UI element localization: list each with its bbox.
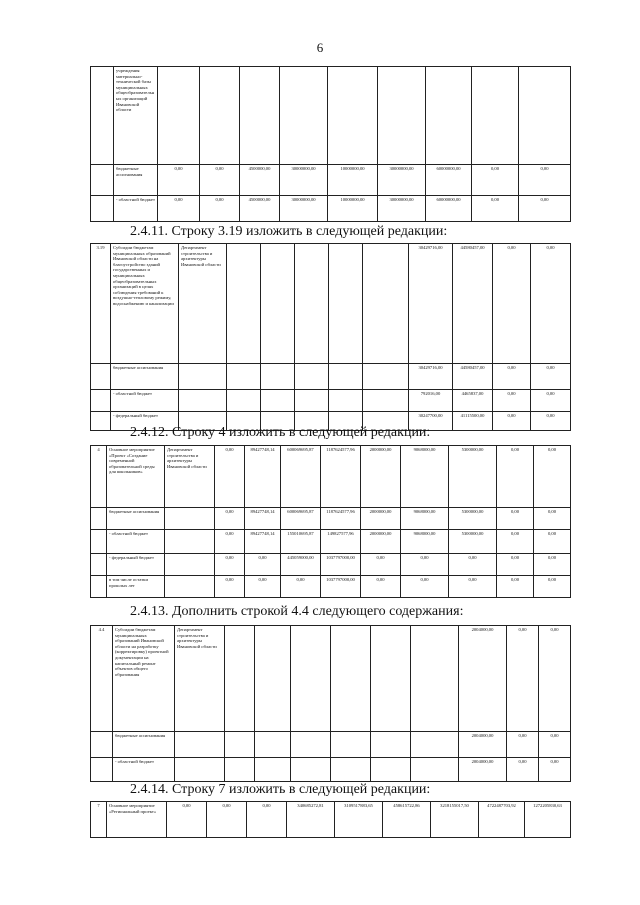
row-name: бюджетные ассигнования xyxy=(114,165,158,196)
table-row: - областной бюджет 2004000,00 0,00 0,00 xyxy=(91,758,571,782)
table-row: - федеральный бюджет 30247700,00 41115500,00 0,00 0,00 xyxy=(91,412,571,431)
row-name: - областной бюджет xyxy=(113,758,175,782)
table-row: бюджетные ассигнования 30429716,00 44580457,00 0,00 0,00 xyxy=(91,364,571,390)
row-name: бюджетные ассигнования xyxy=(107,508,165,530)
table-row: - областной бюджет 0,00 89427748,14 155010695,87 149827577,96 2000000,00 9068000,00 5300000,00 0,00 0,00 xyxy=(91,530,571,554)
row-name: - областной бюджет xyxy=(111,390,179,412)
row-name: Основное мероприятие «Проект «Создание современной образовательной среды для школьников» xyxy=(107,446,165,508)
row-name: бюджетные ассигнования xyxy=(113,732,175,758)
heading-2-4-13: 2.4.13. Дополнить строкой 4.4 следующего содержания: xyxy=(130,604,464,619)
row-name: Субсидии бюджетам муниципальных образований Ивановской области на разработку (корректировку) проектной документации на капитальный ремонт объектов общего образования xyxy=(113,626,175,732)
row-name: учреждения материально-технической базы муниципальных общеобразовательных организаций Ивановской области xyxy=(114,67,158,165)
table-row: в том числе остатки прошлых лет 0,00 0,00 0,00 1037797000,00 0,00 0,00 0,00 0,00 0,00 xyxy=(91,576,571,598)
row-name: в том числе остатки прошлых лет xyxy=(107,576,165,598)
heading-2-4-12: 2.4.12. Строку 4 изложить в следующей редакции: xyxy=(130,425,431,440)
table-row: 7 Основное мероприятие «Региональный проект» 0,00 0,00 0,00 340685272,81 3109517883,65 458615722,86 3218155017,50 4722487703,92 1272205830,63 xyxy=(91,802,571,838)
table-row: 4.4 Субсидии бюджетам муниципальных образований Ивановской области на разработку (корректировку) проектной документации на капитальный ремонт объектов общего образования Департамент строительства и архитектуры Ивановской области 2004000,00 0,00 0,00 xyxy=(91,626,571,732)
table-row: 4 Основное мероприятие «Проект «Создание современной образовательной среды для школьников» Департамент строительства и архитектуры Ивановской области 0,00 89427748,14 600069695,87 1187624577,96 2000000,00 9068000,00 5300000,00 0,00 0,00 xyxy=(91,446,571,508)
row-number: 3.19 xyxy=(91,244,111,364)
row-name: Основное мероприятие «Региональный проект» xyxy=(107,802,167,838)
row-executor: Департамент строительства и архитектуры Ивановской области xyxy=(179,244,227,364)
table-row: 3.19 Субсидии бюджетам муниципальных образований Ивановской области на благоустройство зданий государственных и муниципальных общеобразовательных организаций в целях соблюдения требований к воздушно-тепловому режиму, водоснабжению и канализации Департамент строительства и архитектуры Ивановской области 30429716,00 44580457,00 0,00 0,00 xyxy=(91,244,571,364)
row-executor: Департамент строительства и архитектуры Ивановской области xyxy=(175,626,225,732)
table-row-4 xyxy=(90,445,571,598)
table-row: - федеральный бюджет 0,00 0,00 445059000,00 1037797000,00 0,00 0,00 0,00 0,00 0,00 xyxy=(91,554,571,576)
table-row-7 xyxy=(90,801,571,838)
table-row: бюджетные ассигнования 0,00 89427748,14 600069695,87 1187624577,96 2000000,00 9068000,00 5300000,00 0,00 0,00 xyxy=(91,508,571,530)
table-row-4-4 xyxy=(90,625,571,782)
table-row: - областной бюджет 0,00 0,00 4500000,00 30000000,00 10000000,00 30000000,00 60000000,00 0,00 0,00 xyxy=(91,196,571,222)
table-row xyxy=(91,67,571,165)
row-name: - федеральный бюджет xyxy=(111,412,179,431)
row-name: - областной бюджет xyxy=(114,196,158,222)
page-number: 6 xyxy=(316,40,324,55)
heading-2-4-11: 2.4.11. Строку 3.19 изложить в следующей редакции: xyxy=(130,224,448,239)
row-name: бюджетные ассигнования xyxy=(111,364,179,390)
table-row: - областной бюджет 792016,00 4465837,00 0,00 0,00 xyxy=(91,390,571,412)
table-row: бюджетные ассигнования 0,00 0,00 4500000,00 30000000,00 10000000,00 30000000,00 60000000,00 0,00 0,00 xyxy=(91,165,571,196)
row-executor: Департамент строительства и архитектуры Ивановской области xyxy=(165,446,215,508)
continuation-table xyxy=(90,66,571,222)
heading-2-4-14: 2.4.14. Строку 7 изложить в следующей редакции: xyxy=(130,782,431,797)
row-name: Субсидии бюджетам муниципальных образований Ивановской области на благоустройство зданий государственных и муниципальных общеобразовательных организаций в целях соблюдения требований к воздушно-тепловому режиму, водоснабжению и канализации xyxy=(111,244,179,364)
row-number: 4 xyxy=(91,446,107,508)
row-number: 4.4 xyxy=(91,626,113,732)
table-row-3-19 xyxy=(90,243,571,431)
table-row: бюджетные ассигнования 2004000,00 0,00 0,00 xyxy=(91,732,571,758)
row-number: 7 xyxy=(91,802,107,838)
row-name: - областной бюджет xyxy=(107,530,165,554)
row-name: - федеральный бюджет xyxy=(107,554,165,576)
